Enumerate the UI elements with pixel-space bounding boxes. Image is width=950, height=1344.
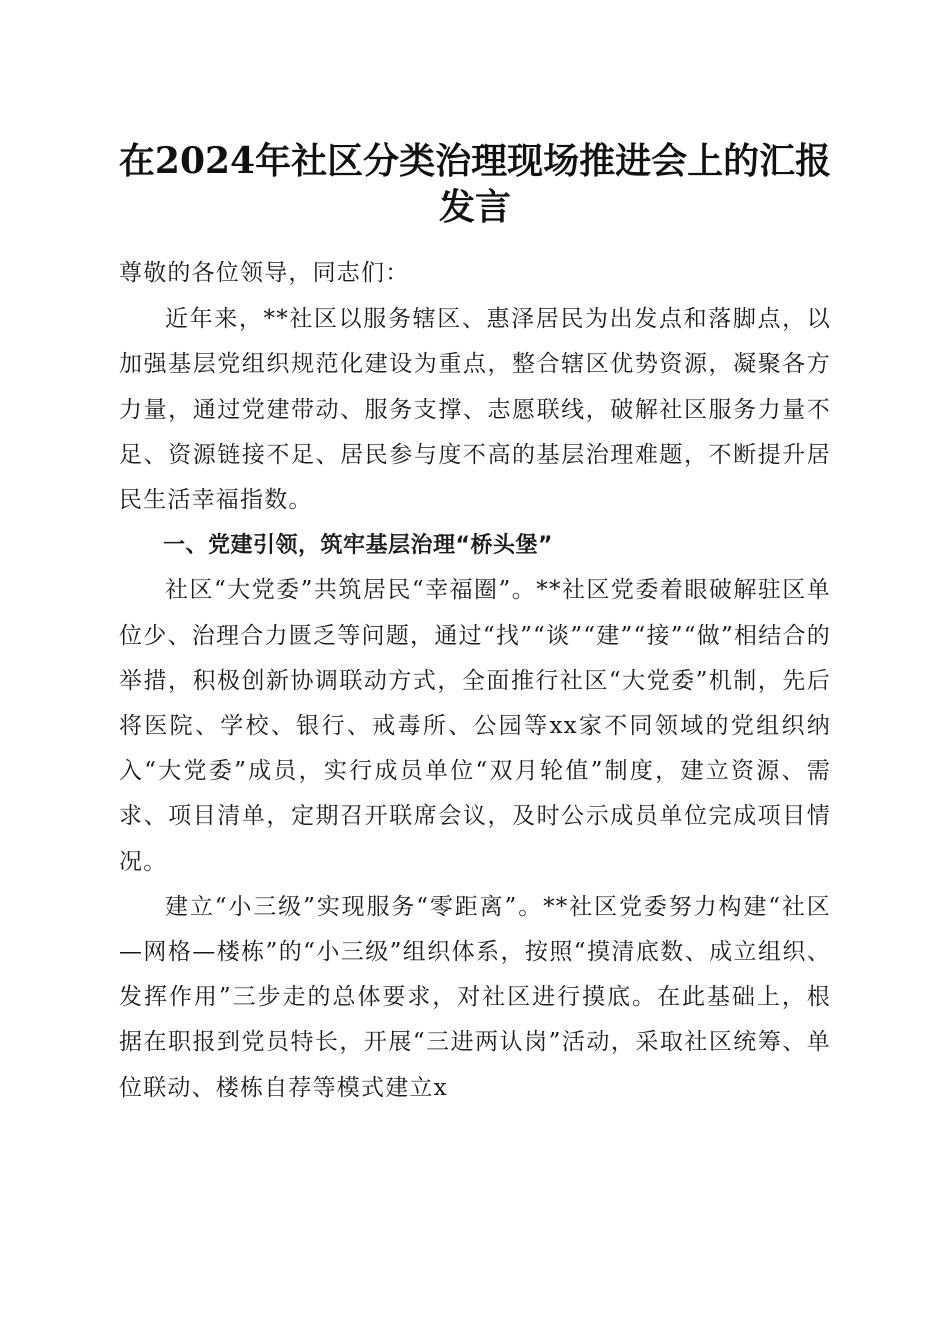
document-body [119, 251, 831, 1111]
document-title: 在2024年社区分类治理现场推进会上的汇报发言 [118, 140, 832, 228]
section-paragraph: 社区“大党委”共筑居民“幸福圈”。**社区党委着眼破解驻区单位少、治理合力匮乏等问题，通过“找”“谈”“建”“接”“做”相结合的举措，积极创新协调联动方式，全面推行社区“大党委”机制，先后将医院、学校、银行、戒毒所、公园等xx家不同领域的党组织纳入“大党委”成员，实行成员单位“双月轮值”制度，建立资源、需求、项目清单，定期召开联席会议，及时公示成员单位完成项目情况。 [119, 577, 831, 875]
greeting: 尊敬的各位领导，同志们： [119, 260, 410, 286]
section-paragraph: 建立“小三级”实现服务“零距离”。**社区党委努力构建“社区—网格—楼栋”的“小三级”组织体系，按照“摸清底数、成立组织、发挥作用”三步走的总体要求，对社区进行摸底。在此基础上，根据在职报到党员特长，开展“三进两认岗”活动，采取社区统筹、单位联动、楼栋自荐等模式建立x [119, 893, 831, 1101]
section-heading: 一、党建引领，筑牢基层治理“桥头堡” [163, 533, 553, 559]
intro-paragraph: 近年来，**社区以服务辖区、惠泽居民为出发点和落脚点，以加强基层党组织规范化建设为重点，整合辖区优势资源，凝聚各方力量，通过党建带动、服务支撑、志愿联线，破解社区服务力量不足、资源链接不足、居民参与度不高的基层治理难题，不断提升居民生活幸福指数。 [119, 306, 831, 514]
